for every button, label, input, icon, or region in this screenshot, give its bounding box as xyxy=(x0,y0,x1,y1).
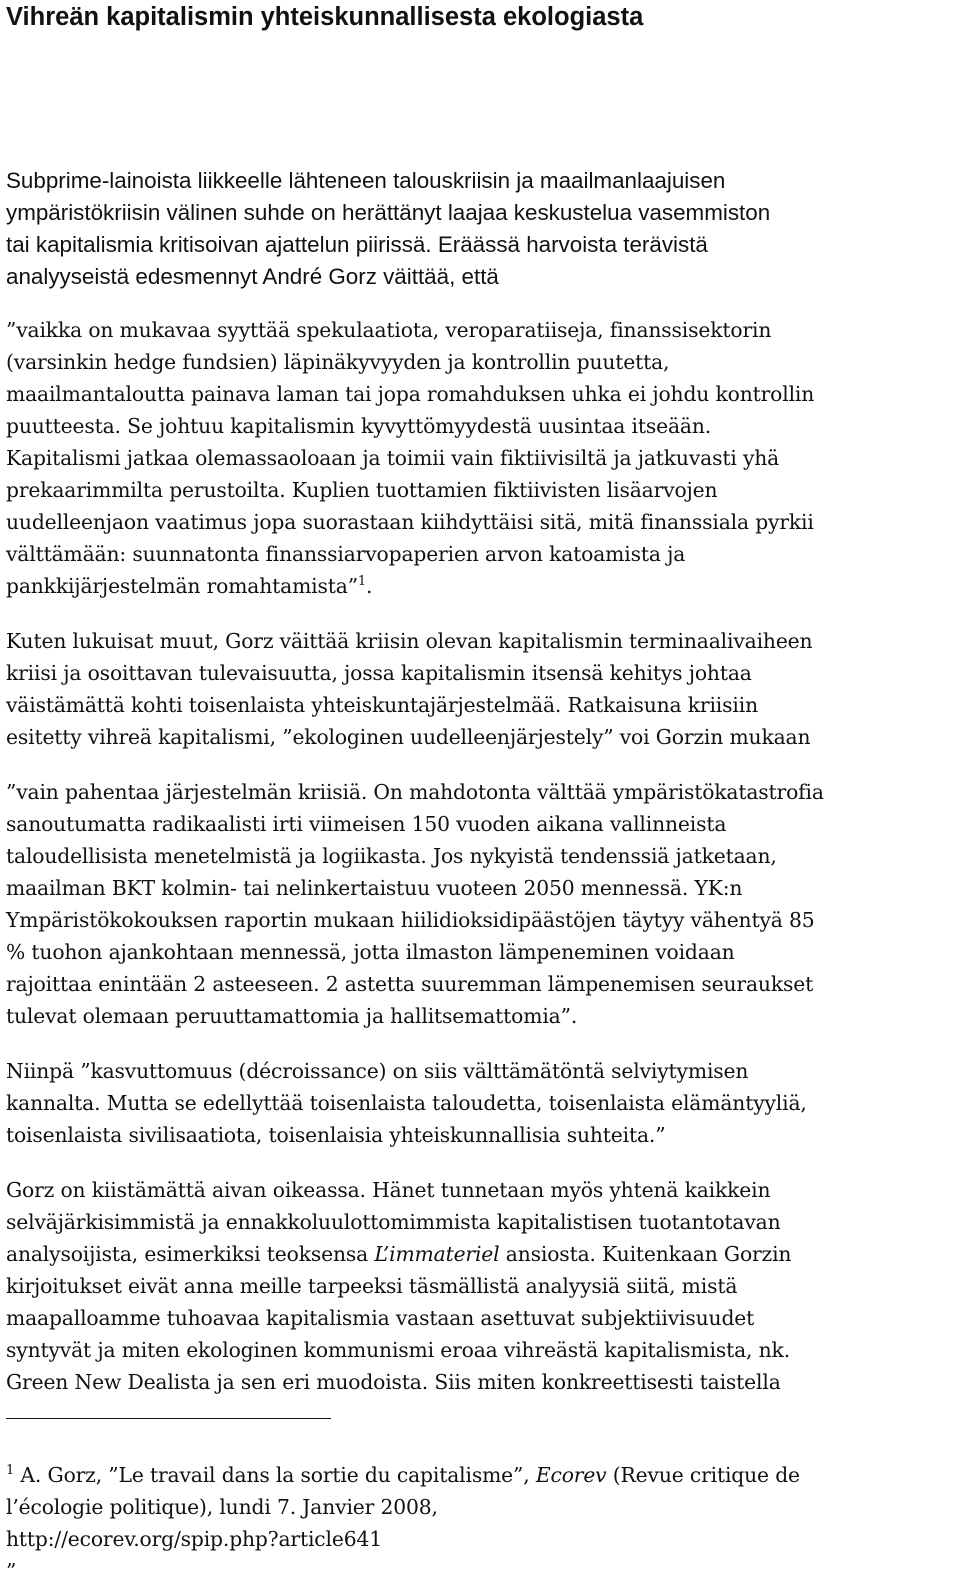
journal-title: Ecorev xyxy=(535,1463,607,1487)
para4-line-6: syntyvät ja miten ekologinen kommunismi eroaa vihreästä kapitalismista, nk. xyxy=(6,1338,790,1362)
para4-line-1: Gorz on kiistämättä aivan oikeassa. Hänet tunnetaan myös yhtenä kaikkein xyxy=(6,1178,771,1202)
para4-line-5: maapalloamme tuhoavaa kapitalismia vastaan asettuvat subjektiivisuudet xyxy=(6,1306,755,1330)
quote1-line-8: välttämään: suunnatonta finanssiarvopaperien arvon katoamista ja xyxy=(6,542,686,566)
para4-line-4: kirjoitukset eivät anna meille tarpeeksi täsmällistä analyysiä siitä, mistä xyxy=(6,1274,738,1298)
quote1-line-2: (varsinkin hedge fundsien) läpinäkyvyyden ja kontrollin puutetta, xyxy=(6,350,670,374)
book-title: L’immateriel xyxy=(374,1242,500,1266)
quote1-line-9-text: pankkijärjestelmän romahtamista” xyxy=(6,574,358,598)
para2-line-2: kriisi ja osoittavan tulevaisuutta, jossa kapitalismin itsensä kehitys johtaa xyxy=(6,661,752,685)
quote1-line-9 xyxy=(6,571,372,601)
quote2-line-1: ”vain pahentaa järjestelmän kriisiä. On mahdotonta välttää ympäristökatastrofia xyxy=(6,780,824,804)
quote1-line-7: uudelleenjaon vaatimus jopa suorastaan kiihdyttäisi sitä, mitä finanssiala pyrkii xyxy=(6,510,814,534)
footnote-divider xyxy=(6,1418,331,1419)
intro-line-3 xyxy=(6,230,708,260)
quote1-line-1: ”vaikka on mukavaa syyttää spekulaatiota, veroparatiiseja, finanssisektorin xyxy=(6,318,772,342)
quote2-line-3: taloudellisista menetelmistä ja logiikasta. Jos nykyistä tendenssiä jatketaan, xyxy=(6,844,777,868)
para4-line-2: selväjärkisimmistä ja ennakkoluulottomimmista kapitalistisen tuotantotavan xyxy=(6,1210,781,1234)
para2-line-3: väistämättä kohti toisenlaista yhteiskuntajärjestelmää. Ratkaisuna kriisiin xyxy=(6,693,758,717)
para4-line-3b: ansiosta. Kuitenkaan Gorzin xyxy=(499,1242,792,1266)
quote1-line-6: prekaarimmilta perustoilta. Kuplien tuottamien fiktiivisten lisäarvojen xyxy=(6,478,718,502)
page-title: Vihreän kapitalismin yhteiskunnallisesta ekologiasta xyxy=(6,3,644,31)
footnote-line-2: l’écologie politique), lundi 7. Janvier 2008, xyxy=(6,1495,438,1519)
para4-line-7: Green New Dealista ja sen eri muodoista. Siis miten konkreettisesti taistella xyxy=(6,1370,781,1394)
quote2-line-2: sanoutumatta radikaalisti irti viimeisen 150 vuoden aikana vallinneista xyxy=(6,812,727,836)
para2-line-4: esitetty vihreä kapitalismi, ”ekologinen uudelleenjärjestely” voi Gorzin mukaan xyxy=(6,725,811,749)
quote1-line-5: Kapitalismi jatkaa olemassaoloaan ja toimii vain fiktiivisiltä ja jatkuvasti yhä xyxy=(6,446,780,470)
quote2-line-7: rajoittaa enintään 2 asteeseen. 2 astetta suuremman lämpenemisen seuraukset xyxy=(6,972,814,996)
footnote-line-1b: (Revue critique de xyxy=(606,1463,800,1487)
intro-line-2: ympäristökriisin välinen suhde on herättänyt laajaa keskustelua vasemmiston xyxy=(6,200,771,225)
para3-line-2: kannalta. Mutta se edellyttää toisenlaista taloudetta, toisenlaista elämäntyyliä, xyxy=(6,1091,807,1115)
footnote-line-1 xyxy=(6,1460,800,1490)
footnote-ref[interactable]: 1 xyxy=(357,574,367,590)
footnote-url[interactable]: http://ecorev.org/spip.php?article641 xyxy=(6,1527,382,1551)
footnote-line-1a: A. Gorz, ”Le travail dans la sortie du capitalisme”, xyxy=(14,1463,536,1487)
footnote-line-4: ” xyxy=(6,1559,17,1583)
para2-line-1: Kuten lukuisat muut, Gorz väittää kriisin olevan kapitalismin terminaalivaiheen xyxy=(6,629,813,653)
para3-line-3: toisenlaista sivilisaatiota, toisenlaisia yhteiskunnallisia suhteita.” xyxy=(6,1123,666,1147)
quote2-line-4: maailman BKT kolmin- tai nelinkertaistuu vuoteen 2050 mennessä. YK:n xyxy=(6,876,743,900)
para3-line-1: Niinpä ”kasvuttomuus (décroissance) on siis välttämätöntä selviytymisen xyxy=(6,1059,749,1083)
quote1-line-9-end: . xyxy=(366,574,373,598)
intro-line-4: analyyseistä edesmennyt André Gorz väittää, että xyxy=(6,264,499,289)
intro-line-3b: Eräässä harvoista terävistä xyxy=(431,232,708,257)
para4-line-3a: analysoijista, esimerkiksi teoksensa xyxy=(6,1242,375,1266)
intro-line-1: Subprime-lainoista liikkeelle lähteneen talouskriisin ja maailmanlaajuisen xyxy=(6,168,726,193)
quote1-line-3: maailmantaloutta painava laman tai jopa romahduksen uhka ei johdu kontrollin xyxy=(6,382,815,406)
quote2-line-6: % tuohon ajankohtaan mennessä, jotta ilmaston lämpeneminen voidaan xyxy=(6,940,735,964)
quote2-line-8: tulevat olemaan peruuttamattomia ja hallitsemattomia”. xyxy=(6,1004,578,1028)
intro-line-3a: tai kapitalismia kritisoivan ajattelun piirissä. xyxy=(6,232,432,257)
quote2-line-5: Ympäristökokouksen raportin mukaan hiilidioksidipäästöjen täytyy vähentyä 85 xyxy=(6,908,815,932)
quote1-line-4: puutteesta. Se johtuu kapitalismin kyvyttömyydestä uusintaa itseään. xyxy=(6,414,712,438)
footnote-number: 1 xyxy=(6,1463,15,1479)
para4-line-3 xyxy=(6,1239,791,1269)
